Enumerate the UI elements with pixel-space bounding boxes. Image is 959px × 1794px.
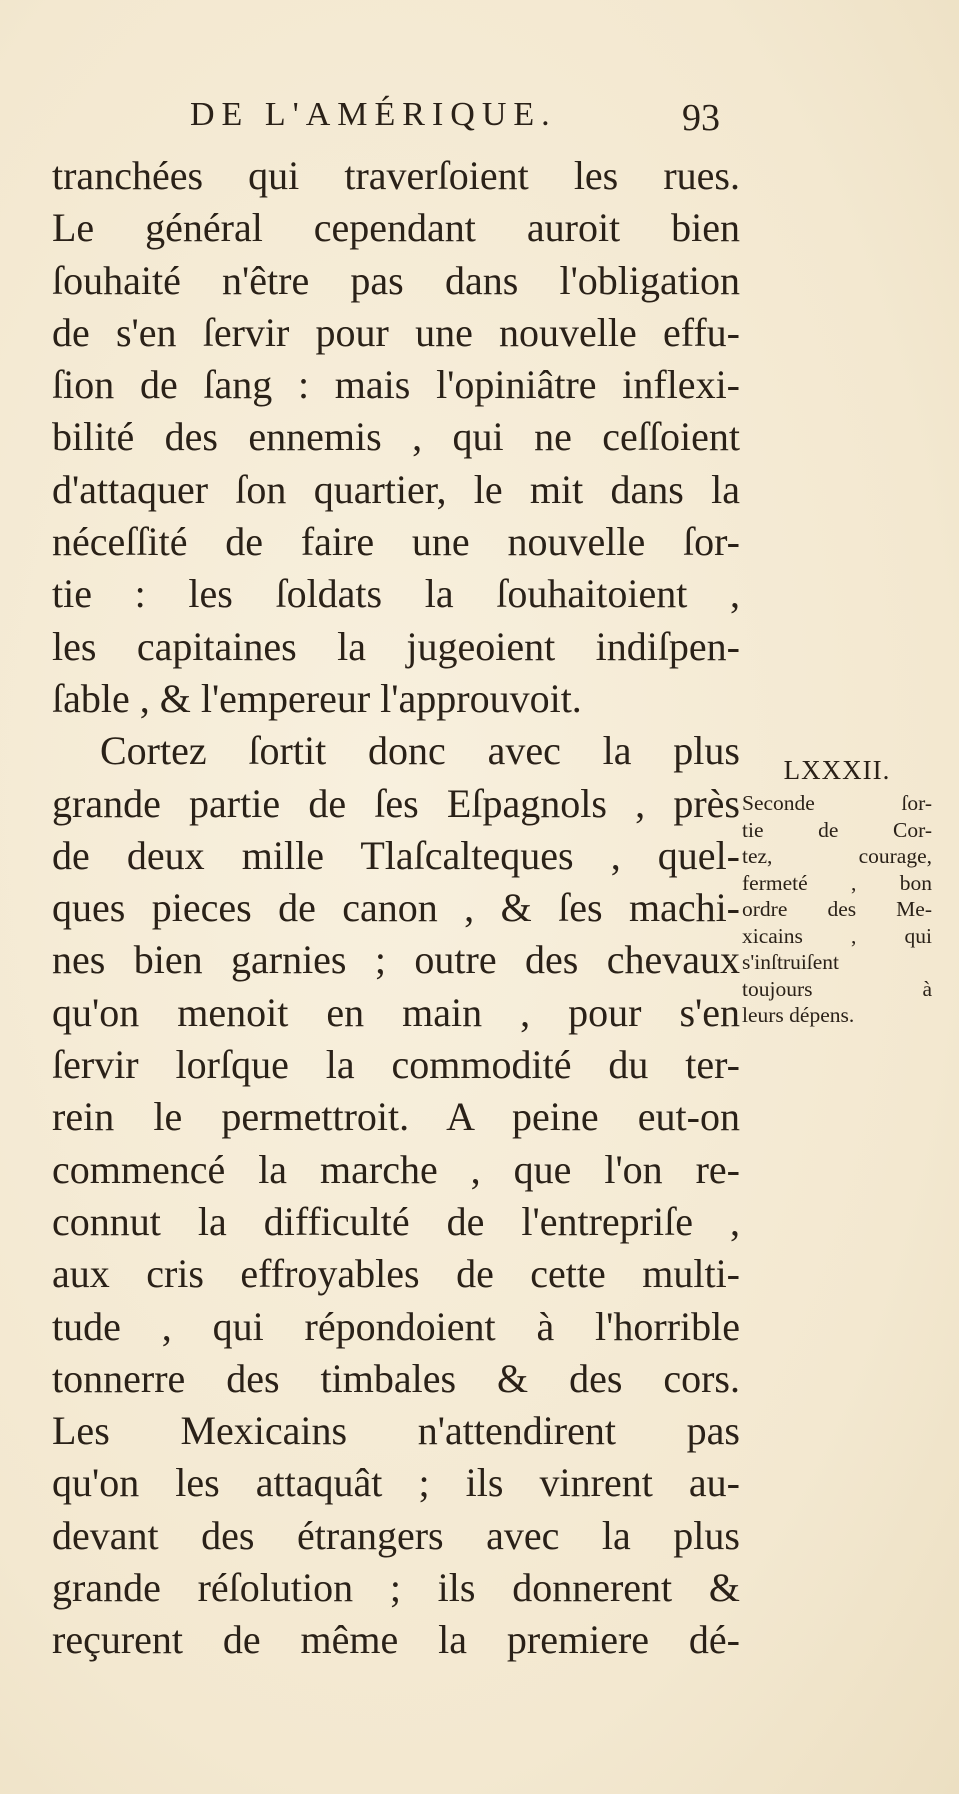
page-number: 93 bbox=[682, 97, 720, 139]
margin-note-line: ordre des Me- bbox=[742, 897, 932, 921]
text-line: tie : les ſoldats la ſouhaitoient , bbox=[52, 571, 740, 617]
text-line: grande partie de ſes Eſpagnols , près bbox=[52, 780, 740, 826]
margin-note-line: Seconde ſor- bbox=[742, 791, 932, 815]
text-line: bilité des ennemis , qui ne ceſſoient bbox=[52, 414, 740, 460]
text-line: Les Mexicains n'attendirent pas bbox=[52, 1408, 740, 1454]
text-line: reçurent de même la premiere dé- bbox=[52, 1617, 740, 1663]
text-line: tonnerre des timbales & des cors. bbox=[52, 1355, 740, 1401]
text-line: grande réſolution ; ils donnerent & bbox=[52, 1565, 740, 1611]
text-line: nes bien garnies ; outre des chevaux bbox=[52, 937, 740, 983]
text-line: devant des étrangers avec la plus bbox=[52, 1512, 740, 1558]
margin-note-line: xicains , qui bbox=[742, 923, 932, 948]
margin-note-line: fermeté , bon bbox=[742, 870, 932, 895]
text-line: tranchées qui traverſoient les rues. bbox=[52, 153, 740, 198]
text-line: rein le permettroit. A peine eut-on bbox=[52, 1094, 740, 1140]
margin-note-line: toujours à bbox=[742, 976, 932, 1001]
text-line: Cortez ſortit donc avec la plus bbox=[100, 728, 740, 774]
body-text bbox=[52, 150, 740, 1667]
text-line: qu'on les attaquât ; ils vinrent au- bbox=[52, 1460, 740, 1506]
page-header bbox=[190, 96, 750, 146]
text-line: néceſſité de faire une nouvelle ſor- bbox=[52, 519, 740, 565]
text-line: tude , qui répondoient à l'horrible bbox=[52, 1303, 740, 1349]
margin-note-line: s'inſtruiſent bbox=[742, 950, 840, 974]
text-line: aux cris effroyables de cette multi- bbox=[52, 1251, 740, 1297]
text-line: de deux mille Tlaſcalteques , quel- bbox=[52, 832, 740, 878]
text-line: ſion de ſang : mais l'opiniâtre inflexi- bbox=[52, 362, 740, 408]
text-line: Le général cependant auroit bien bbox=[52, 205, 740, 251]
text-line: commencé la marche , que l'on re- bbox=[52, 1146, 740, 1192]
text-line: ſervir lorſque la commodité du ter- bbox=[52, 1042, 740, 1088]
text-line: de s'en ſervir pour une nouvelle effu- bbox=[52, 309, 740, 355]
text-line: qu'on menoit en main , pour s'en bbox=[52, 989, 740, 1035]
margin-note-number: LXXXII. bbox=[783, 755, 891, 785]
text-line: connut la difficulté de l'entrepriſe , bbox=[52, 1198, 740, 1244]
text-line: les capitaines la jugeoient indiſpen- bbox=[52, 623, 740, 669]
text-line: ques pieces de canon , & ſes machi- bbox=[52, 885, 740, 931]
text-line: ſable , & l'empereur l'approuvoit. bbox=[52, 675, 582, 721]
margin-note bbox=[742, 752, 932, 1029]
margin-note-line: tez, courage, bbox=[742, 844, 932, 868]
text-line: d'attaquer ſon quartier, le mit dans la bbox=[52, 466, 740, 512]
text-line: ſouhaité n'être pas dans l'obligation bbox=[52, 257, 740, 303]
running-title: DE L'AMÉRIQUE. bbox=[190, 96, 557, 133]
margin-note-line: leurs dépens. bbox=[742, 1003, 855, 1027]
margin-note-line: tie de Cor- bbox=[742, 817, 932, 842]
